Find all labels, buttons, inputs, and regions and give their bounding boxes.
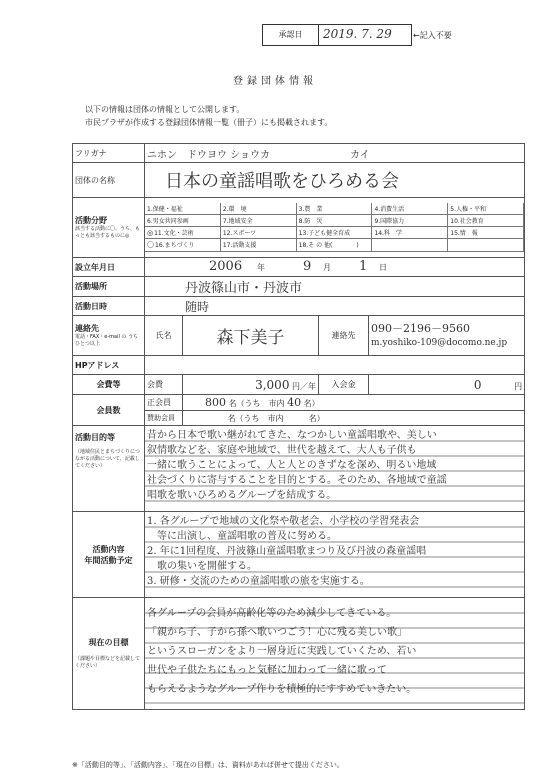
contact-contact-label: 連絡先 [319,316,369,356]
entry-fee-label: 入会金 [319,375,369,395]
entry-fee-unit: 円 [514,381,523,391]
activity-field-option[interactable]: 8.防 災 [297,215,373,227]
regular-members-city: 40 [287,396,302,409]
fee-value-cell [183,375,319,395]
time-label: 活動日時 [73,297,145,316]
purpose-line: 唱歌を歌いひろめるグループを結成する。 [147,490,337,501]
regular-members-unit-end: 名） [303,399,320,408]
activity-field-option[interactable]: 12.スポーツ [221,227,297,239]
contact-values [369,316,525,356]
goal-label-cell [73,598,145,710]
purpose-line: 一緒に歌うことによって、人と人とのきずなを深め、明るい地域 [147,460,437,471]
goal-line: 「親から子、子から孫へ歌いつごう！心に残る美しい歌」 [147,627,407,638]
furigana-value: ニホン ドウヨウ ショウカ カイ [145,144,525,163]
entry-fee-value: 0 [473,377,482,392]
registration-form [72,143,525,710]
goal-label: 現在の目標 [88,638,129,647]
activity-field-option[interactable]: 4.消費生活 [372,203,448,215]
contact-label-cell [73,316,145,356]
regular-members-cell [183,395,525,411]
plan-line: 1. 各グループで地域の文化祭や敬老会、小学校の学習発表会 [147,516,420,527]
purpose-label-cell [73,426,145,512]
activity-field-option[interactable]: 6.男女共同参画 [145,215,221,227]
founded-month-unit: 月 [323,263,331,272]
regular-members-count: 800 [205,396,226,409]
activity-field-option[interactable]: 17.活動支援 [221,239,297,252]
founded-value [145,258,525,277]
goal-line: というスローガンをより一層身近に実践していくため、若い [147,646,417,657]
approval-date: 2019. 7. 29 [323,27,392,41]
double-circle-mark: ◎ [147,229,154,237]
goal-text [145,598,525,710]
support-members-cell [183,411,525,426]
purpose-note: （地域住民とまちづくりにつながる活動について、記載してください） [75,449,140,469]
activity-field-note: 該当する活動に〇、うち、もっとも該当するものに◎ [75,226,141,239]
fees-label: 会費等 [73,375,145,395]
activity-field-option[interactable]: 9.国際協力 [372,215,448,227]
purpose-label: 活動目的等 [75,433,115,442]
activity-field-option[interactable]: 18.そ の 他( ) [297,239,373,252]
activity-field-option[interactable]: 1.保健・福祉 [145,203,221,215]
plan-text [145,512,525,598]
members-label: 会員数 [73,395,145,426]
regular-members-label: 正会員 [145,395,183,411]
activity-field-label: 活動分野 [75,216,107,225]
purpose-text [145,426,525,512]
approval-label: 承認日 [263,25,319,45]
place-label: 活動場所 [73,277,145,297]
fee-value: 3,000 [255,377,290,392]
activity-field-option[interactable]: ◎11.文化・芸術 [145,227,221,239]
hp-value [145,356,525,375]
activity-field-option[interactable]: 14.科 学 [372,227,448,239]
activity-field-option[interactable] [372,239,448,252]
intro-line-1: 以下の情報は団体の情報として公開します。 [85,105,245,114]
founded-day-unit: 日 [379,263,387,272]
plan-line: 等に出演し、童謡唱歌の普及に努める。 [147,531,337,542]
purpose-line: 社会づくりに寄与することを目的とする。そのため、各地域で童謡 [147,475,447,486]
activity-field-option[interactable]: 〇16.まちづくり [145,239,221,252]
approval-box [262,24,412,46]
regular-members-unit: 名（うち 市内 [228,399,285,408]
activity-field-option[interactable] [448,239,524,252]
activity-field-grid-cell [145,198,525,258]
founded-month: 9 [303,259,312,274]
plan-line: 3. 研修・交流のための童謡唱歌の旅を実施する。 [147,576,370,587]
support-members-label: 賛助会員 [145,411,183,426]
place-value: 丹波篠山市・丹波市 [145,277,525,297]
approval-note: ←記入不要 [413,31,452,40]
contact-name-label: 氏名 [145,316,183,356]
purpose-line: 叙情歌などを、家庭や地域で、世代を越えて、大人も子供も [147,445,417,456]
intro-line-2: 市民プラザが作成する登録団体情報一覧（冊子）にも掲載されます。 [85,118,333,127]
activity-field-option[interactable]: 2.環 境 [221,203,297,215]
founded-label: 設立年月日 [73,258,145,277]
plan-line: 2. 年に1回程度、丹波篠山童謡唱歌まつり及び丹波の森童謡唱 [147,546,427,557]
plan-line: 歌の集いを開催する。 [147,561,257,572]
activity-field-option[interactable]: 15.情 報 [448,227,524,239]
goal-note: （課題や目標などを記載してください） [75,656,141,669]
fee-label: 会費 [145,375,183,395]
support-members-unit-end: 名） [308,413,325,423]
support-members-unit: 名（うち 市内 [227,413,284,423]
goal-line: 各グループの会員が高齢化等のため減少してきている。 [147,608,397,619]
contact-phone: 090－2196－9560 [371,321,470,335]
furigana-label: フリガナ [73,144,145,163]
activity-field-label-cell [73,198,145,258]
activity-field-option[interactable]: 5.人権・平和 [448,203,524,215]
single-circle-mark: 〇 [147,241,154,249]
activity-field-option[interactable]: 7.地域安全 [221,215,297,227]
contact-note: 電話・FAX・e-mail の うちひとつ以上 [75,334,139,347]
group-name: 日本の童謡唱歌をひろめる会 [145,163,525,198]
page-title: 登録団体情報 [233,76,317,87]
contact-name: 森下美子 [183,316,319,356]
contact-email: m.yoshiko-109@docomo.ne.jp [371,337,508,348]
hp-label: HPアドレス [73,356,145,375]
plan-label: 活動内容 年間活動予定 [73,512,145,598]
name-label: 団体の名称 [73,163,145,198]
activity-field-option[interactable]: 3.農 業 [297,203,373,215]
time-value: 随時 [145,297,525,316]
purpose-line: 昔から日本で歌い継がれてきた、なつかしい童謡唱歌や、美しい [147,430,437,441]
founded-year: 2006 [209,259,243,274]
footnote: ※「活動目的等」、「活動内容」、「現在の目標」は、資料があれば併せて提出ください。 [72,761,344,769]
activity-field-option[interactable]: 10.社会教育 [448,215,524,227]
founded-day: 1 [359,259,368,274]
goal-line: 世代や子供たちにもっと気軽に加わって一緒に歌って [147,665,387,676]
contact-label: 連絡先 [75,324,99,333]
activity-field-grid [145,203,524,252]
fee-unit: 円／年 [292,381,316,391]
founded-year-unit: 年 [257,263,265,272]
activity-field-option[interactable]: 13.子ども健全育成 [297,227,373,239]
entry-fee-cell [369,375,525,395]
goal-line: もらえるようなグループ作りを積極的にすすめていきたい。 [147,684,417,695]
